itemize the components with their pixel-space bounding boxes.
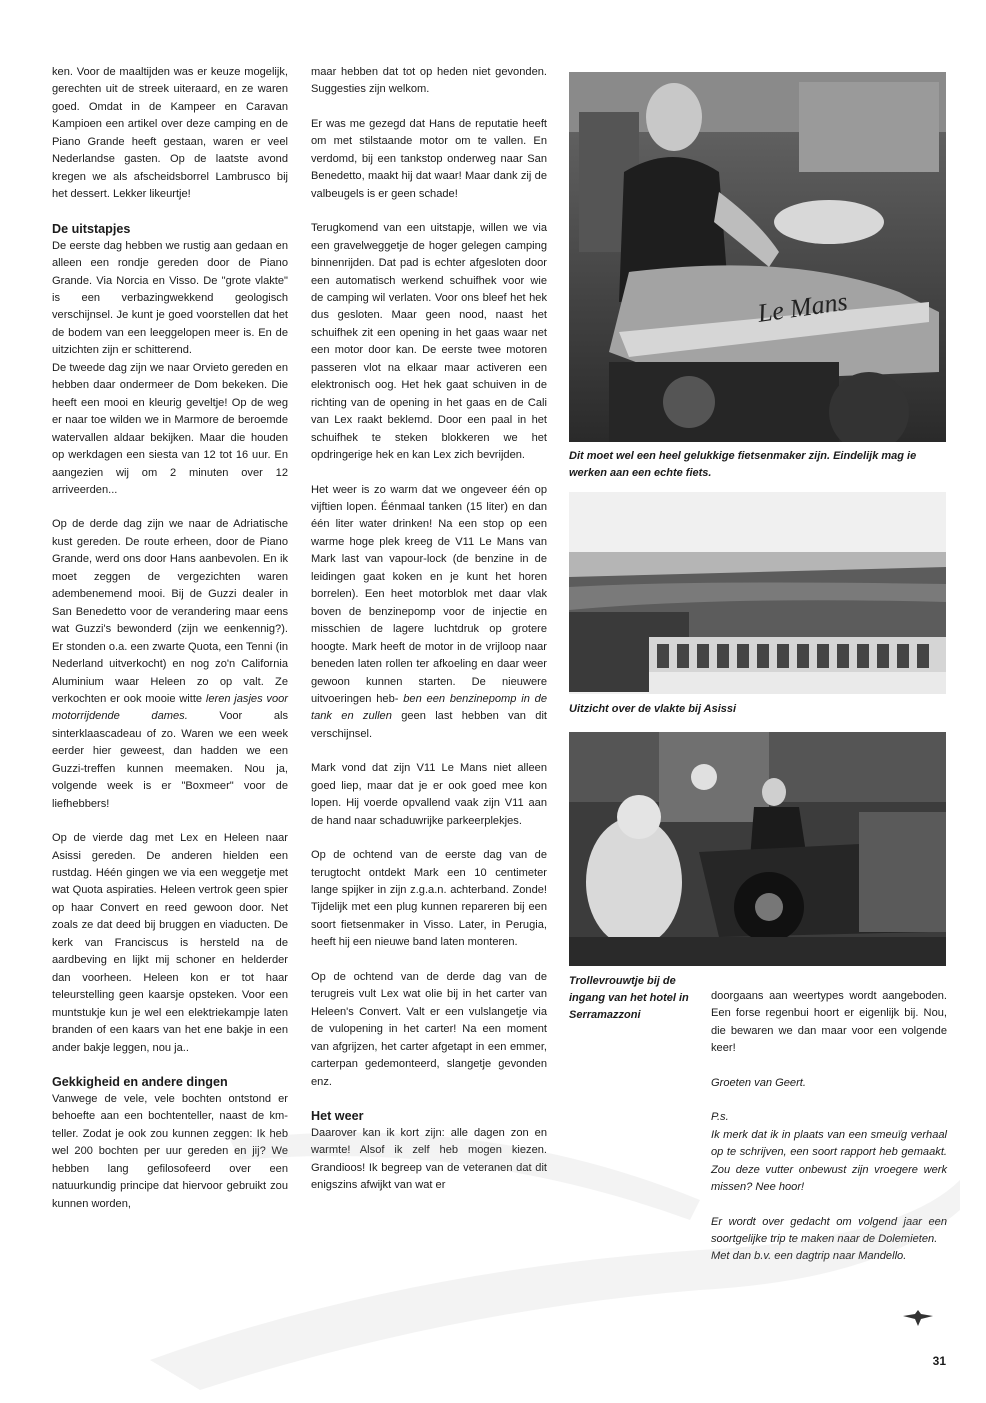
photo-asissi-view [569,492,946,694]
heading-gekkigheid: Gekkigheid en andere dingen [52,1075,228,1090]
paragraph: De eerste dag hebben we rustig aan gedaan en alleen een rondje gereden door de Piano Grande. Via Norcia en Visso. De "grote vlakte" is een verbazingwekkend geologisch verschijnsel. Je kunt je goed voorstellen dat het de bodem van een leeggelopen meer is. En de uitzichten zijn er schitterend. [52,239,288,357]
caption-troll: Trollevrouwtje bij de ingang van het hotel in Serramazzoni [569,975,689,1021]
paragraph [311,482,547,744]
arcade-arches [649,637,946,672]
photo-mechanic [569,72,946,442]
column-3-text [711,988,947,1283]
caption-asissi: Uitzicht over de vlakte bij Asissi [569,703,737,715]
text-span: Voor als sinterklaascadeau of zo. Waren we een week eerder hier geweest, dan hadden we een Guzzi-treffen kunnen meemaken. Nou ja, volgende week is er "Boxmeer" voor de liefhebbers! [52,710,288,810]
photo-bike-lettering: Le Mans [755,286,850,328]
heading-het-weer: Het weer [311,1109,364,1124]
photo-troll-image [569,732,946,966]
guzzi-eagle-logo [903,1310,933,1326]
photo-troll-statue [569,732,946,966]
paragraph [52,516,288,813]
paragraph: Vanwege de vele, vele bochten ontstond er behoefte aan een bochtenteller, naast de km-teller. Zodat je ook zou kunnen zeggen: Ik heb wel 200 bochten per uur gereden en jij? We hebben lang gefilosofeerd over een natuurkundig principe dat hiervoor gebruikt zou kunnen worden, [52,1093,288,1210]
text-span: Het weer is zo warm dat we ongeveer één op vijftien lopen. Éénmaal tanken (15 liter) en dan één liter water drinken! Na een stop op een warme hoge plek kreeg de V11 Le Mans van Mark last van vapour-lock (de benzine in de leidingen gaat koken en je kunt het horen borrelen). Een heet motorblok met daar vlak boven de benzinepomp voor de injectie en misschien de lagere luchtdruk op grotere hoogte. Mark heeft de motor in de vrijloop naar beneden laten rollen ter afkoeling en daar weer gewoon kunnen starten. De nieuwere uitvoeringen heb- [311,483,547,705]
paragraph: Op de ochtend van de derde dag van de terugreis vult Lex wat olie bij in het carter van Heleen's Convert. Valt er een vulslangetje via de vulopening in het carter! Na een moment van afgrijzen, het carter afgetapt in een emmer, carterpan gedemonteerd, slangetje gevonden enz. [311,970,547,1088]
paragraph: Er was me gezegd dat Hans de reputatie heeft om met stilstaande motor om te vallen. En verdomd, bij een tankstop onderweg naar San Benedetto, maakt hij dat waar! Maar dank zij de valbeugels is er geen schade! [311,117,547,200]
page-number: 31 [932,1354,946,1368]
paragraph: Terugkomend van een uitstapje, willen we via een gravelweggetje de hoger gelegen camping binnenrijden. Dat pad is echter afgesloten door een automatisch werkend schuifhek voor wie de camping wil verlaten. Voor ons bleef het hek dus gesloten. Maar geen nood, naast het schuifhek zit een opening in het gaas waar net een motor door kan. De eerste twee motoren passeren vlot na elkaar maar activeren een elektronisch oog. Het hek gaat schuiven in de richting van de opening in het gaas en de Cali van Lex raakt beklemd. Door een paal in het schuifhek te steken blokkeren we het opdringerige hek en kan Lex zich bevrijden. [311,222,547,462]
paragraph: Daarover kan ik kort zijn: alle dagen zon en warmte! Alsof ik zelf heb mogen kiezen. Grandioos! Ik begreep van de veteranen dat dit enigszins afwijkt van wat er [311,1127,547,1192]
ps-label: P.s. [711,1111,729,1124]
paragraph: Op de vierde dag met Lex en Heleen naar Asissi gereden. De anderen hielden een rustdag. Héén gingen we via een weggetje met wat Quota aspiraties. Heleen vertrok geen spier op haar Convert en reed gewoon door. Net zoals ze dat deed bij bruggen en viaducten. De kerk van Franciscus is hersteld na de aardbeving en lijkt mij schoner en helderder dan voorheen. Heleen kon er tot haar teleurstelling geen kaarsje opsteken. Voor een muntstukje kun je wel een elektriekampje laten branden of een kaars van het ene bakje in een ander bakje leggen, nou ja.. [52,832,288,1054]
italic-text: ben een benzinepomp in de tank en zullen [311,692,547,723]
paragraph: Mark vond dat zijn V11 Le Mans niet alleen goed liep, maar dat je er ook goed mee kon lopen. Hij voerde opvallend vaak zijn V11 aan de hand naar schaduwrijke parkeerplekjes. [311,762,547,827]
text-span: geen last hebben van dit verschijnsel. [311,710,547,740]
heading-uitstapjes: De uitstapjes [52,221,131,236]
photo-mechanic-image [569,72,946,442]
column-2 [311,64,547,1212]
paragraph: Er wordt over gedacht om volgend jaar een soortgelijke trip te maken naar de Dolemieten. [711,1215,947,1245]
paragraph: doorgaans aan weertypes wordt aangeboden. Een forse regenbui hoort er eigenlijk bij. Nou, die bewaren we dan maar voor een volgende keer! [711,990,947,1055]
paragraph: De tweede dag zijn we naar Orvieto gereden en hebben daar ondermeer de Dom bekeken. Die heeft een mooi en kleurig geveltje! Op de weg er naar toe wilden we in Marmore de beroemde watervallen aldaar bekijken. Maar die houden op werkdagen een siesta van 12 tot 16 uur. En aangezien wij om 2 minuten over 12 arriveerden... [52,361,288,496]
photo-asissi-image [569,492,946,694]
signature-line: Groeten van Geert. [711,1076,806,1089]
paragraph: ken. Voor de maaltijden was er keuze mogelijk, gerechten uit de streek uiteraard, en ze waren goed. Omdat in de Kampeer en Caravan Kampioen een artikel over deze camping en de Piano Grande heeft gestaan, waren er veel Nederlandse gasten. Op de laatste avond kregen we als afscheidsborrel Lambrusco bij het dessert. Lekker likeurtje! [52,66,288,201]
text-span: Op de derde dag zijn we naar de Adriatische kust gereden. De route erheen, door de Piano Grande, werd ons door Hans aanbevolen. En ik moet zeggen de vergezichten waren adembenemend mooi. Bij de Guzzi dealer in San Benedetto voor de verandering maar eens wat Guzzi's bewonderd (zijn we eenkennig?). Er stonden o.a. een zwarte Quota, een Tenni (in Nederland uitverkocht) en nog zo'n California Aluminium waar Heleen zo op valt. Ze verkochten er ook mooie witte [52,518,288,705]
caption-mechanic: Dit moet wel een heel gelukkige fietsenmaker zijn. Eindelijk mag ie werken aan een echte fiets. [569,450,917,479]
paragraph: Op de ochtend van de eerste dag van de terugtocht ontdekt Mark een 10 centimeter lange spijker in zijn z.g.a.n. achterband. Zonde! Tijdelijk met een plug kunnen repareren bij een soort fietsenmaker in Visso. Later, in Perugia, heeft hij een nieuwe band laten monteren. [311,849,547,949]
ps-paragraph: Ik merk dat ik in plaats van een smeuïg verhaal op te schrijven, een soort rapport heb gemaakt. Zou deze vutter onbewust zijn vroegere werk missen? Nee hoor! [711,1128,947,1194]
column-1 [52,64,288,1230]
paragraph: Met dan b.v. een dagtrip naar Mandello. [711,1250,907,1263]
italic-text: leren jasjes voor motorrijdende dames. [52,692,288,723]
paragraph: maar hebben dat tot op heden niet gevonden. Suggesties zijn welkom. [311,66,547,96]
